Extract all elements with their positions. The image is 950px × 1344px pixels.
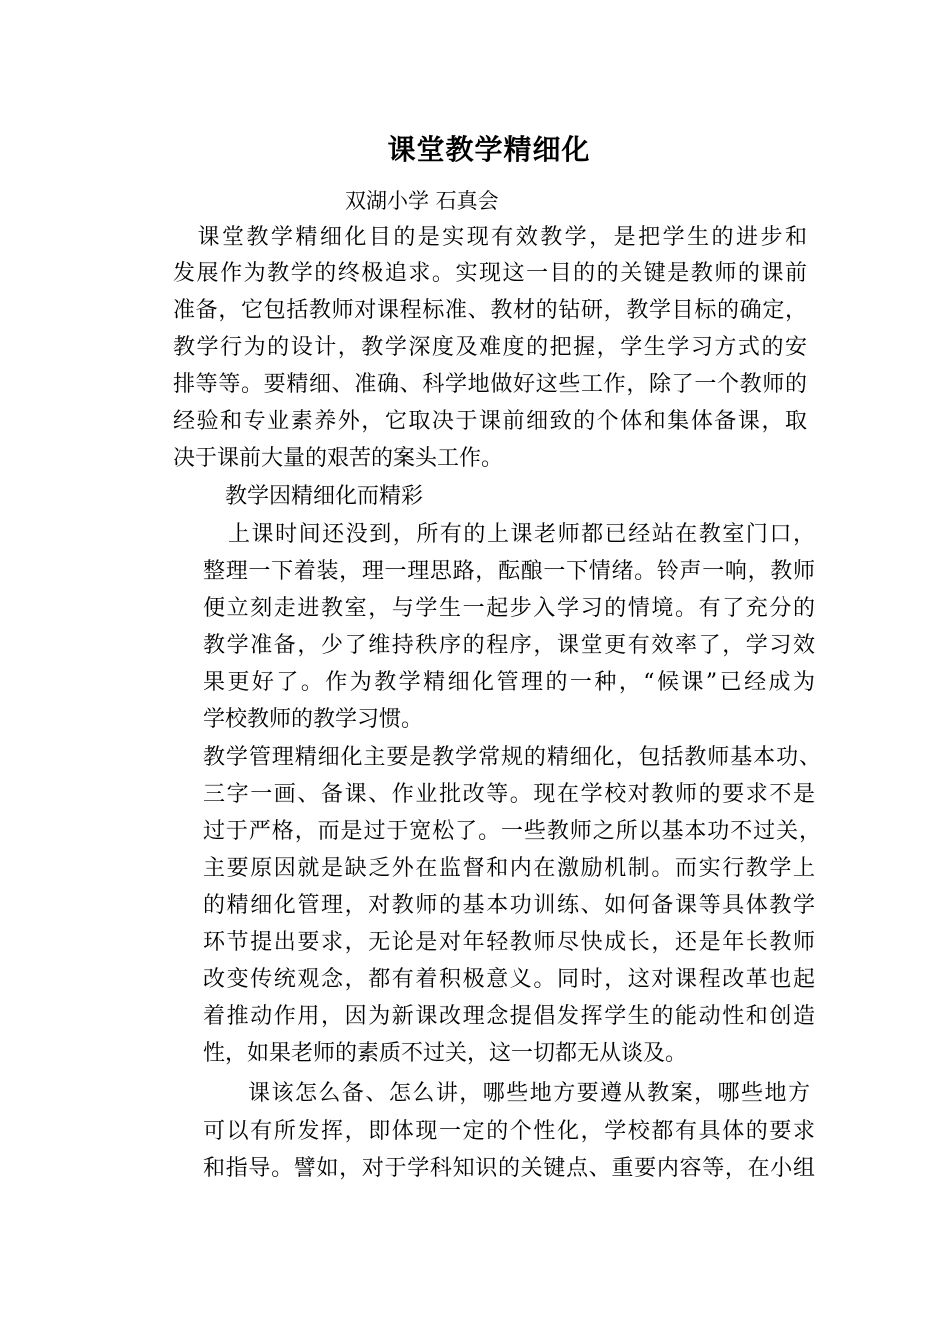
document-title: 课堂教学精细化 [387, 133, 591, 166]
paragraph-line: 改变传统观念，都有着积极意义。同时，这对课程改革也起 [203, 967, 815, 992]
paragraph-line: 上课时间还没到，所有的上课老师都已经站在教室门口， [228, 522, 815, 547]
document-author: 双湖小学 石真会 [345, 189, 499, 213]
paragraph-line: 和指导。譬如，对于学科知识的关键点、重要内容等，在小组 [203, 1156, 815, 1181]
paragraph-line: 排等等。要精细、准确、科学地做好这些工作，除了一个教师的 [173, 372, 807, 397]
paragraph-line: 三字一画、备课、作业批改等。现在学校对教师的要求不是 [203, 782, 815, 807]
paragraph-line: 着推动作用，因为新课改理念提倡发挥学生的能动性和创造 [203, 1004, 815, 1029]
paragraph-line: 决于课前大量的艰苦的案头工作。 [173, 446, 504, 471]
paragraph-line: 主要原因就是缺乏外在监督和内在激励机制。而实行教学上 [203, 856, 815, 881]
paragraph-line: 的精细化管理，对教师的基本功训练、如何备课等具体教学 [203, 893, 815, 918]
paragraph-line: 可以有所发挥，即体现一定的个性化，学校都有具体的要求 [203, 1119, 815, 1144]
section-heading: 教学因精细化而精彩 [203, 484, 424, 509]
paragraph-line: 整理一下着装，理一理思路，酝酿一下情绪。铃声一响，教师 [203, 559, 815, 584]
paragraph-line: 准备，它包括教师对课程标准、教材的钻研，教学目标的确定， [173, 298, 807, 323]
paragraph-line: 性，如果老师的素质不过关，这一切都无从谈及。 [203, 1041, 688, 1066]
paragraph-line: 发展作为教学的终极追求。实现这一目的的关键是教师的课前 [173, 261, 807, 286]
paragraph-line: 教学准备，少了维持秩序的程序，课堂更有效率了，学习效 [203, 633, 815, 658]
paragraph-line: 教学管理精细化主要是教学常规的精细化，包括教师基本功、 [203, 745, 821, 770]
paragraph-line: 果更好了。作为教学精细化管理的一种，“候课”已经成为 [203, 670, 815, 695]
paragraph-line: 便立刻走进教室，与学生一起步入学习的情境。有了充分的 [203, 596, 815, 621]
paragraph-line: 环节提出要求，无论是对年轻教师尽快成长，还是年长教师 [203, 930, 815, 955]
paragraph-line: 学校教师的教学习惯。 [203, 707, 424, 732]
paragraph-line: 经验和专业素养外，它取决于课前细致的个体和集体备课，取 [173, 409, 807, 434]
paragraph-line: 过于严格，而是过于宽松了。一些教师之所以基本功不过关， [203, 819, 821, 844]
paragraph-line: 课该怎么备、怎么讲，哪些地方要遵从教案，哪些地方 [248, 1081, 810, 1106]
paragraph-line: 课堂教学精细化目的是实现有效教学，是把学生的进步和 [173, 225, 807, 250]
paragraph-line: 教学行为的设计，教学深度及难度的把握，学生学习方式的安 [173, 335, 807, 360]
